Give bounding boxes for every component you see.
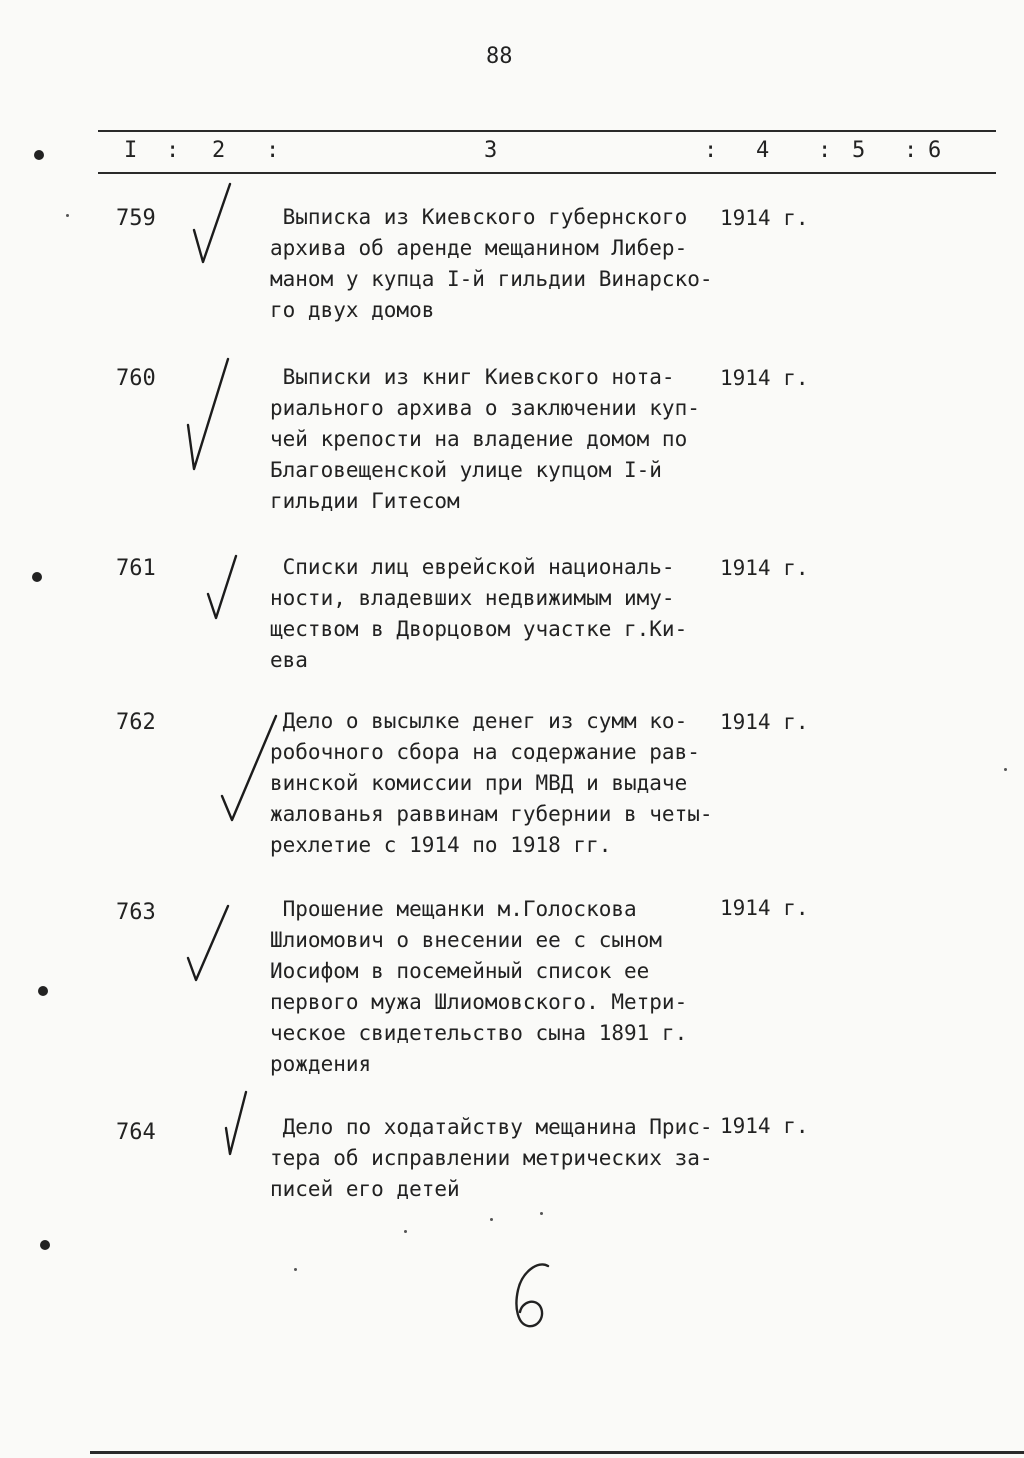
header-col-1: I xyxy=(124,138,138,163)
entry-year: 1914 г. xyxy=(720,206,809,230)
binder-hole-mark xyxy=(34,150,44,160)
scan-speck xyxy=(294,1268,297,1271)
scan-speck xyxy=(1004,768,1007,771)
header-separator: : xyxy=(166,138,180,163)
header-col-4: 4 xyxy=(756,138,770,163)
binder-hole-mark xyxy=(38,986,48,996)
scan-speck xyxy=(490,1218,493,1221)
entry-year: 1914 г. xyxy=(720,896,809,920)
entry-year: 1914 г. xyxy=(720,1114,809,1138)
entry-title: Выписка из Киевского губернского архива об аренде мещанином Либер- маном у купца I-й гильдии Винарско- го двух домов xyxy=(270,205,713,322)
entry-number: 761 xyxy=(116,556,156,581)
scan-speck xyxy=(404,1230,407,1233)
entry-title: Прошение мещанки м.Голоскова Шлиомович о внесении ее с сыном Иосифом в посемейный список ее первого мужа Шлиомовского. Метри- ческое свидетельство сына 1891 г. рождения xyxy=(270,897,688,1076)
header-col-5: 5 xyxy=(852,138,866,163)
binder-hole-mark xyxy=(32,572,42,582)
entry-title: Дело по ходатайству мещанина Прис- тера об исправлении метрических за- писей его детей xyxy=(270,1115,713,1201)
checkmark-icon xyxy=(184,902,236,984)
entry-year: 1914 г. xyxy=(720,556,809,580)
entry-title: Выписки из книг Киевского нота- риального архива о заключении куп- чей крепости на владение домом по Благовещенской улице купцом I-й гильдии Гитесом xyxy=(270,365,700,513)
entry-number: 763 xyxy=(116,900,156,925)
handwritten-folio-number xyxy=(508,1258,558,1330)
header-col-6: 6 xyxy=(928,138,942,163)
checkmark-icon xyxy=(204,552,244,622)
entry-title: Дело о высылке денег из сумм ко- робочного сбора на содержание рав- винской комиссии при МВД и выдаче жалованья раввинам губернии в четы- рехлетие с 1914 по 1918 гг. xyxy=(270,709,713,857)
entry-year: 1914 г. xyxy=(720,710,809,734)
page-number: 88 xyxy=(486,44,513,69)
entry-number: 762 xyxy=(116,710,156,735)
header-separator: : xyxy=(704,138,718,163)
scan-speck xyxy=(540,1212,543,1215)
header-col-3: 3 xyxy=(484,138,498,163)
header-bottom-rule xyxy=(98,172,996,174)
header-separator: : xyxy=(266,138,280,163)
checkmark-icon xyxy=(182,355,236,473)
entry-year: 1914 г. xyxy=(720,366,809,390)
entry-number: 764 xyxy=(116,1120,156,1145)
header-col-2: 2 xyxy=(212,138,226,163)
checkmark-icon xyxy=(222,1088,252,1160)
header-separator: : xyxy=(818,138,832,163)
header-separator: : xyxy=(904,138,918,163)
page-bottom-edge xyxy=(90,1451,1024,1454)
entry-number: 760 xyxy=(116,366,156,391)
header-top-rule xyxy=(98,130,996,132)
entry-title: Списки лиц еврейской националь- ности, владевших недвижимым иму- ществом в Дворцовом участке г.Ки- ева xyxy=(270,555,688,672)
binder-hole-mark xyxy=(40,1240,50,1250)
scan-speck xyxy=(66,214,69,217)
entry-number: 759 xyxy=(116,206,156,231)
checkmark-icon xyxy=(190,180,238,266)
